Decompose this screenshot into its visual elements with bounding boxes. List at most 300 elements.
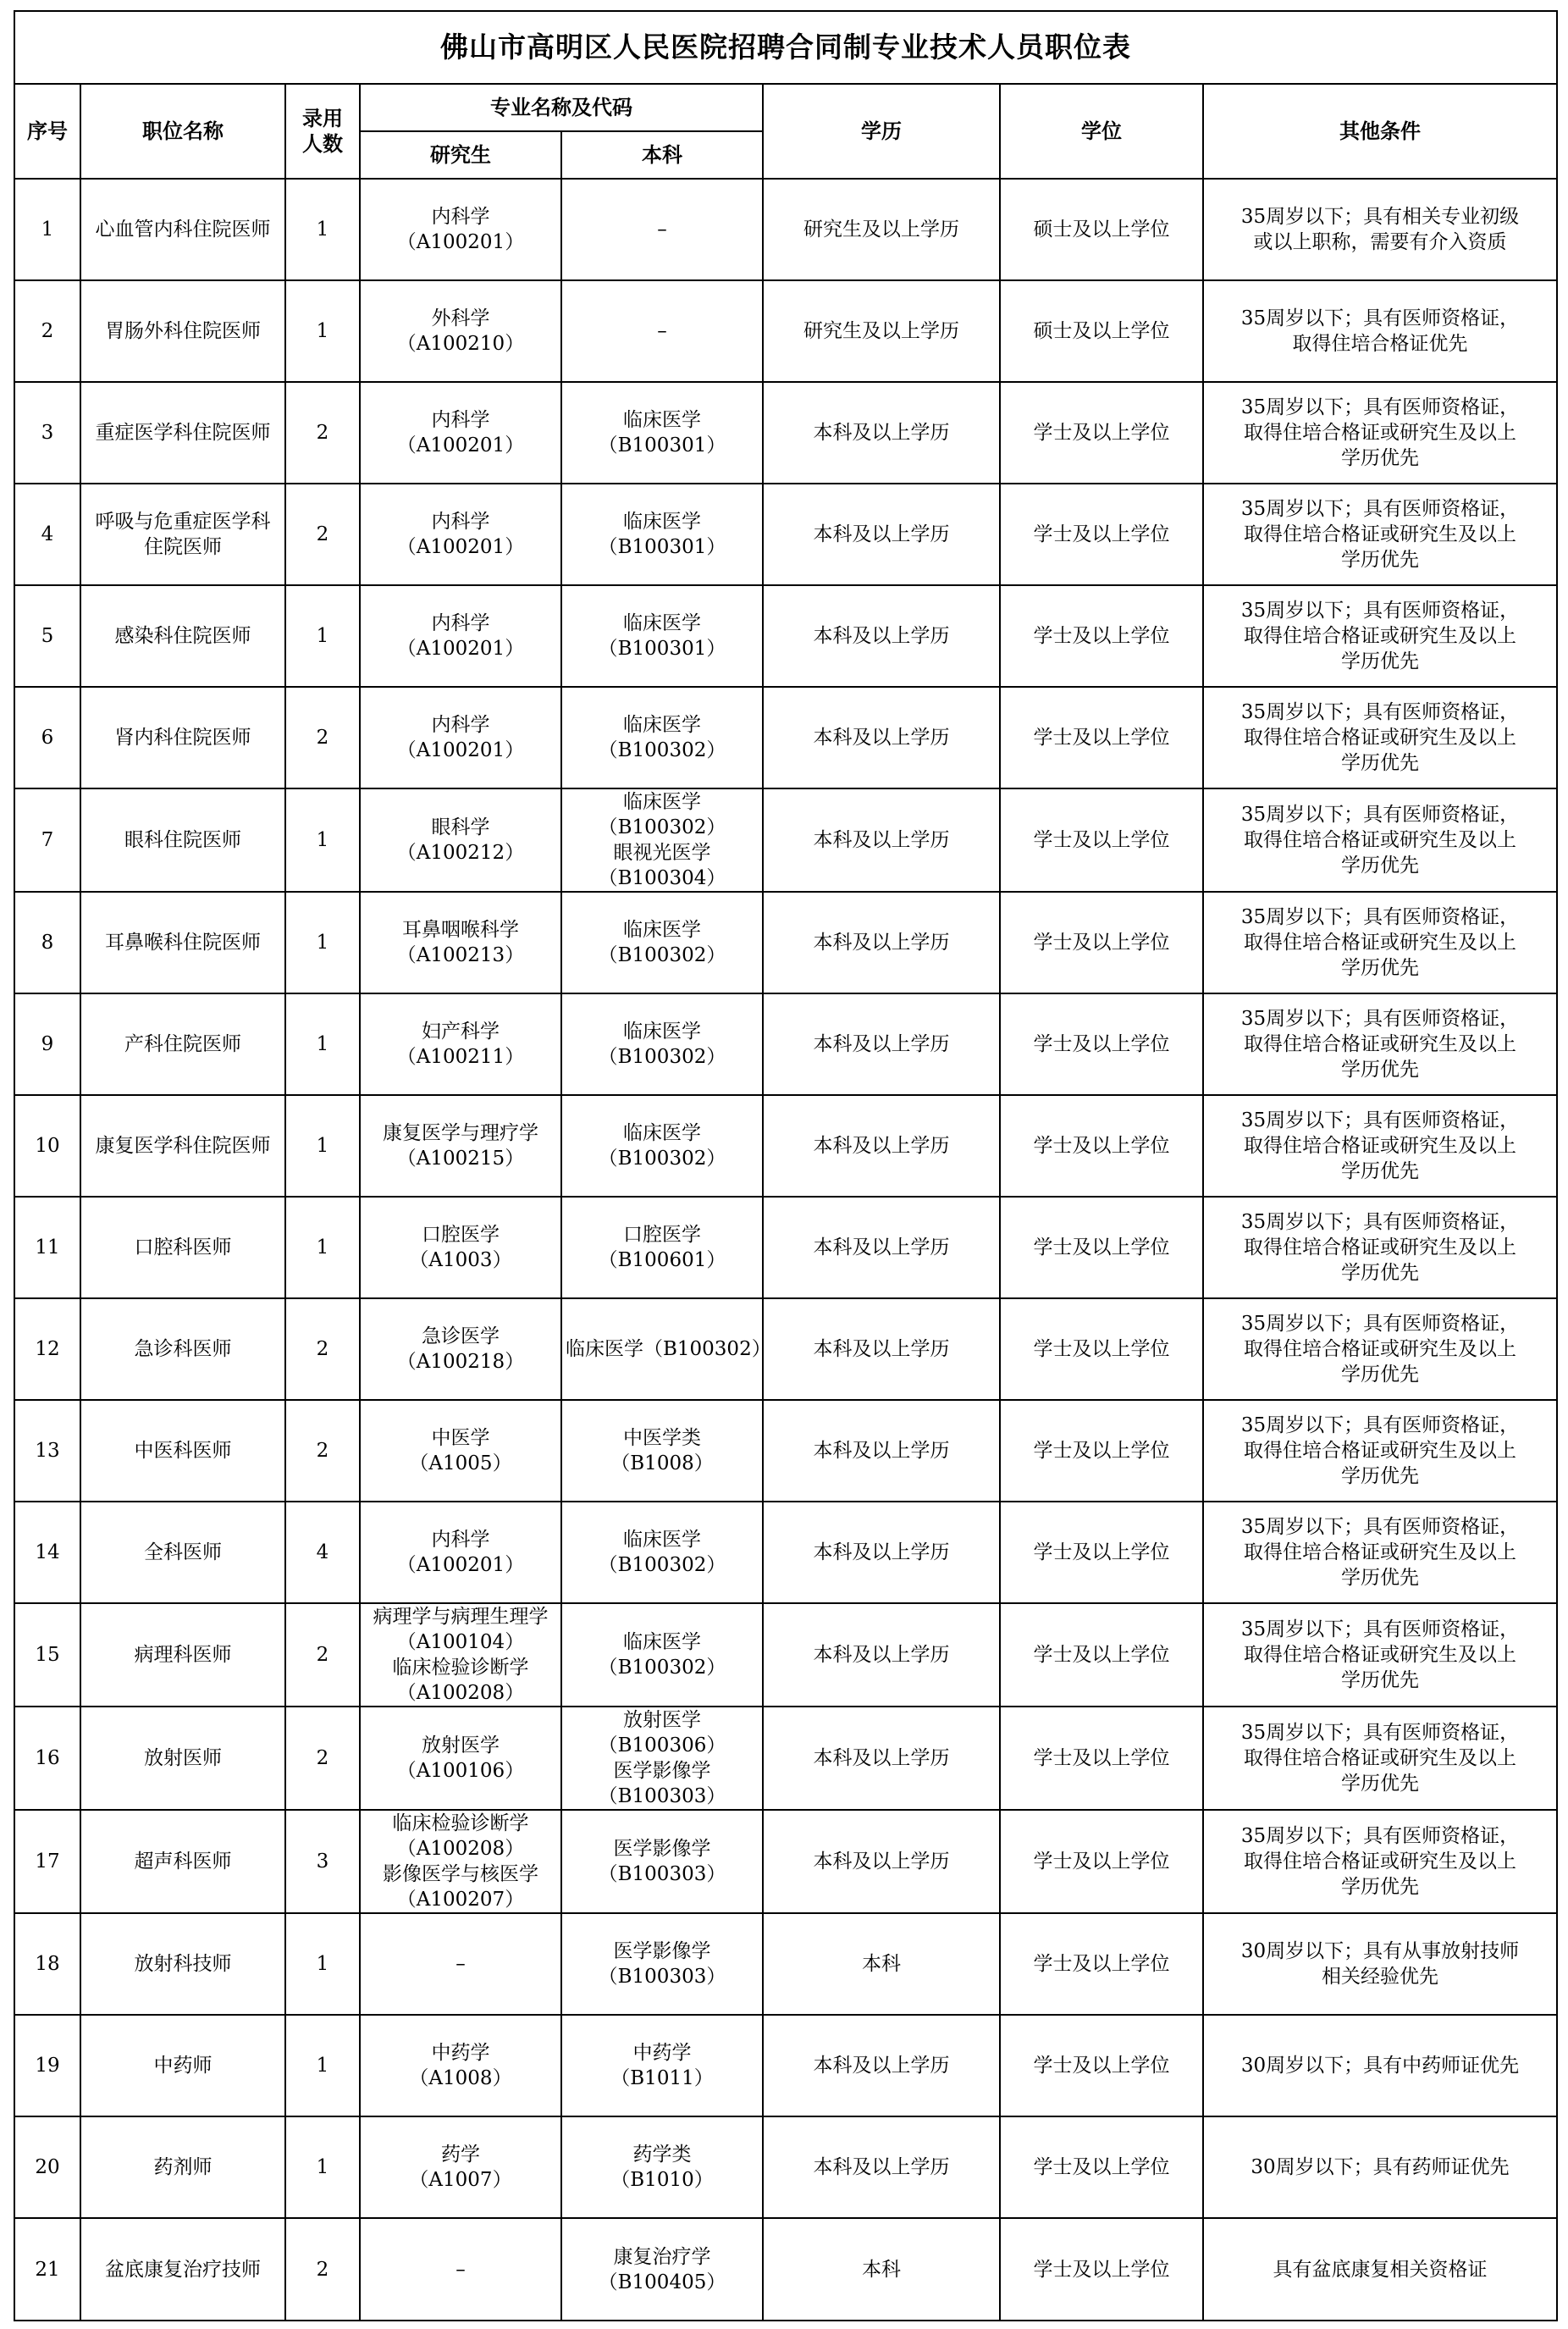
cell-degree: 学士及以上学位	[1000, 2218, 1203, 2321]
table-row	[14, 2015, 1557, 2116]
cell-degree: 学士及以上学位	[1000, 1913, 1203, 2015]
cell-other-conditions-line: 取得住培合格证或研究生及以上	[1244, 727, 1516, 749]
cell-undergrad-major-line: （B100302）	[598, 816, 726, 838]
cell-other-conditions	[1203, 1707, 1557, 1810]
cell-position	[80, 1095, 285, 1197]
cell-seq: 14	[14, 1502, 80, 1603]
cell-other-conditions-line: 学历优先	[1341, 549, 1419, 571]
cell-undergrad-major	[561, 484, 763, 585]
cell-position	[80, 2116, 285, 2218]
cell-education: 本科及以上学历	[763, 484, 1000, 585]
cell-undergrad-major-line: 中医学类	[623, 1427, 701, 1449]
cell-other-conditions	[1203, 1095, 1557, 1197]
cell-undergrad-major	[561, 1400, 763, 1502]
cell-seq: 1	[14, 179, 80, 280]
cell-degree: 学士及以上学位	[1000, 1502, 1203, 1603]
cell-position	[80, 2218, 285, 2321]
cell-postgrad-major-line: （A100201）	[396, 638, 525, 660]
cell-undergrad-major-line: 医学影像学	[613, 1838, 711, 1860]
cell-education: 本科及以上学历	[763, 1810, 1000, 1913]
cell-undergrad-major	[561, 1502, 763, 1603]
cell-undergrad-major-line: 临床医学	[623, 1631, 701, 1653]
cell-postgrad-major-line: （A1005）	[409, 1452, 512, 1474]
cell-postgrad-major	[360, 1913, 561, 2015]
cell-education: 本科及以上学历	[763, 1095, 1000, 1197]
cell-undergrad-major	[561, 892, 763, 993]
cell-count: 1	[285, 280, 360, 382]
cell-education: 本科及以上学历	[763, 993, 1000, 1095]
cell-other-conditions-line: 学历优先	[1341, 1160, 1419, 1182]
cell-other-conditions-line: 35周岁以下；具有医师资格证，	[1240, 600, 1520, 622]
cell-position-line: 全科医师	[144, 1541, 222, 1563]
cell-undergrad-major	[561, 382, 763, 484]
cell-count: 1	[285, 2116, 360, 2218]
cell-degree: 学士及以上学位	[1000, 2116, 1203, 2218]
cell-position	[80, 382, 285, 484]
cell-position-line: 放射医师	[144, 1747, 222, 1769]
cell-seq: 5	[14, 585, 80, 687]
cell-education: 本科及以上学历	[763, 2015, 1000, 2116]
cell-education: 本科及以上学历	[763, 892, 1000, 993]
cell-postgrad-major-line: 临床检验诊断学	[392, 1812, 529, 1834]
cell-postgrad-major-line: （A1007）	[409, 2169, 512, 2191]
cell-postgrad-major-line: –	[455, 1953, 466, 1975]
cell-degree: 学士及以上学位	[1000, 585, 1203, 687]
cell-seq: 13	[14, 1400, 80, 1502]
cell-other-conditions-line: 30周岁以下；具有从事放射技师	[1240, 1940, 1520, 1962]
cell-count: 1	[285, 1197, 360, 1298]
cell-postgrad-major-line: 放射医学	[422, 1734, 500, 1756]
cell-count: 2	[285, 484, 360, 585]
cell-seq: 11	[14, 1197, 80, 1298]
cell-other-conditions-line: 取得住培合格证或研究生及以上	[1244, 932, 1516, 954]
table-row	[14, 892, 1557, 993]
cell-undergrad-major-line: 临床医学（B100302）	[566, 1338, 771, 1360]
table-row	[14, 687, 1557, 788]
cell-undergrad-major-line: 临床医学	[623, 511, 701, 533]
header-major: 专业名称及代码	[360, 84, 763, 131]
cell-other-conditions-line: 学历优先	[1341, 1669, 1419, 1691]
cell-postgrad-major-line: 急诊医学	[422, 1325, 500, 1347]
cell-degree: 硕士及以上学位	[1000, 179, 1203, 280]
cell-other-conditions	[1203, 2015, 1557, 2116]
cell-other-conditions-line: 取得住培合格证或研究生及以上	[1244, 422, 1516, 444]
cell-seq: 18	[14, 1913, 80, 2015]
cell-other-conditions	[1203, 484, 1557, 585]
cell-other-conditions-line: 取得住培合格证或研究生及以上	[1244, 523, 1516, 545]
cell-postgrad-major	[360, 993, 561, 1095]
cell-undergrad-major	[561, 687, 763, 788]
page-title: 佛山市高明区人民医院招聘合同制专业技术人员职位表	[14, 11, 1557, 84]
cell-undergrad-major	[561, 1603, 763, 1707]
cell-position-line: 病理科医师	[134, 1644, 232, 1666]
cell-other-conditions	[1203, 1298, 1557, 1400]
cell-position-line: 康复医学科住院医师	[95, 1135, 271, 1157]
cell-count: 1	[285, 2015, 360, 2116]
cell-postgrad-major-line: –	[455, 2258, 466, 2281]
cell-education: 本科及以上学历	[763, 1400, 1000, 1502]
cell-position	[80, 585, 285, 687]
table-row	[14, 2218, 1557, 2321]
cell-seq: 7	[14, 788, 80, 892]
cell-education: 本科及以上学历	[763, 585, 1000, 687]
cell-other-conditions-line: 取得住培合格证或研究生及以上	[1244, 1033, 1516, 1055]
table-row	[14, 382, 1557, 484]
cell-position-line: 产科住院医师	[124, 1033, 241, 1055]
cell-position	[80, 179, 285, 280]
cell-seq: 20	[14, 2116, 80, 2218]
cell-seq: 17	[14, 1810, 80, 1913]
cell-undergrad-major-line: 临床医学	[623, 1122, 701, 1144]
cell-other-conditions-line: 取得住培合格证或研究生及以上	[1244, 1440, 1516, 1462]
cell-position	[80, 1707, 285, 1810]
cell-other-conditions-line: 35周岁以下；具有医师资格证，	[1240, 804, 1520, 826]
cell-undergrad-major-line: （B100301）	[598, 536, 726, 558]
cell-other-conditions-line: 或以上职称，需要有介入资质	[1253, 231, 1507, 253]
cell-degree: 硕士及以上学位	[1000, 280, 1203, 382]
cell-education: 本科	[763, 1913, 1000, 2015]
cell-count: 2	[285, 1400, 360, 1502]
cell-seq: 8	[14, 892, 80, 993]
cell-undergrad-major-line: 医学影像学	[613, 1760, 711, 1782]
cell-other-conditions-line: 35周岁以下；具有医师资格证，	[1240, 396, 1520, 418]
cell-postgrad-major-line: （A100201）	[396, 536, 525, 558]
cell-postgrad-major	[360, 484, 561, 585]
cell-degree: 学士及以上学位	[1000, 1603, 1203, 1707]
table-row	[14, 1810, 1557, 1913]
table-row	[14, 179, 1557, 280]
cell-postgrad-major-line: （A100208）	[396, 1838, 525, 1860]
cell-postgrad-major-line: 影像医学与核医学	[383, 1863, 538, 1885]
position-table	[14, 10, 1558, 2321]
cell-education: 研究生及以上学历	[763, 280, 1000, 382]
cell-degree: 学士及以上学位	[1000, 687, 1203, 788]
cell-other-conditions-line: 取得住培合格证或研究生及以上	[1244, 1338, 1516, 1360]
cell-position-line: 住院医师	[144, 536, 222, 558]
cell-postgrad-major-line: （A100215）	[396, 1148, 525, 1170]
cell-postgrad-major	[360, 280, 561, 382]
cell-count: 1	[285, 892, 360, 993]
cell-postgrad-major	[360, 892, 561, 993]
cell-postgrad-major-line: （A100201）	[396, 739, 525, 761]
cell-other-conditions	[1203, 1913, 1557, 2015]
cell-undergrad-major-line: 临床医学	[623, 1021, 701, 1043]
cell-seq: 16	[14, 1707, 80, 1810]
cell-undergrad-major	[561, 788, 763, 892]
cell-postgrad-major-line: 妇产科学	[422, 1021, 500, 1043]
cell-other-conditions	[1203, 2116, 1557, 2218]
cell-undergrad-major	[561, 993, 763, 1095]
cell-other-conditions-line: 学历优先	[1341, 1262, 1419, 1284]
cell-undergrad-major	[561, 1810, 763, 1913]
cell-undergrad-major-line: 中药学	[632, 2042, 692, 2064]
cell-postgrad-major	[360, 1298, 561, 1400]
cell-education: 本科及以上学历	[763, 382, 1000, 484]
cell-other-conditions-line: 学历优先	[1341, 957, 1419, 979]
cell-other-conditions	[1203, 1197, 1557, 1298]
cell-postgrad-major-line: 中医学	[431, 1427, 490, 1449]
cell-postgrad-major-line: （A100212）	[396, 842, 525, 864]
cell-postgrad-major	[360, 1810, 561, 1913]
cell-other-conditions-line: 35周岁以下；具有医师资格证，	[1240, 1414, 1520, 1436]
cell-postgrad-major-line: 病理学与病理生理学	[373, 1606, 549, 1628]
cell-postgrad-major	[360, 585, 561, 687]
cell-degree: 学士及以上学位	[1000, 1810, 1203, 1913]
header-undergrad: 本科	[561, 131, 763, 179]
cell-other-conditions-line: 35周岁以下；具有医师资格证，	[1240, 1109, 1520, 1131]
cell-postgrad-major-line: 中药学	[431, 2042, 490, 2064]
cell-count: 1	[285, 585, 360, 687]
cell-count: 1	[285, 993, 360, 1095]
table-row	[14, 2116, 1557, 2218]
cell-position-line: 急诊科医师	[134, 1338, 232, 1360]
cell-other-conditions	[1203, 382, 1557, 484]
table-header	[14, 11, 1557, 179]
cell-other-conditions	[1203, 1603, 1557, 1707]
cell-position	[80, 1810, 285, 1913]
cell-position-line: 重症医学科住院医师	[95, 422, 271, 444]
cell-other-conditions-line: 取得住培合格证或研究生及以上	[1244, 1644, 1516, 1666]
cell-count: 2	[285, 1298, 360, 1400]
cell-undergrad-major-line: 医学影像学	[613, 1940, 711, 1962]
cell-other-conditions-line: 相关经验优先	[1322, 1966, 1438, 1988]
cell-other-conditions-line: 取得住培合格证或研究生及以上	[1244, 1236, 1516, 1259]
cell-postgrad-major-line: （A100211）	[396, 1046, 525, 1068]
cell-postgrad-major	[360, 1197, 561, 1298]
cell-undergrad-major-line: 临床医学	[623, 1529, 701, 1551]
cell-postgrad-major-line: （A100218）	[396, 1351, 525, 1373]
cell-other-conditions-line: 学历优先	[1341, 1465, 1419, 1487]
cell-other-conditions-line: 学历优先	[1341, 855, 1419, 877]
cell-undergrad-major-line: （B100304）	[598, 867, 726, 889]
table-row	[14, 1095, 1557, 1197]
cell-postgrad-major-line: 外科学	[431, 307, 490, 329]
cell-other-conditions-line: 35周岁以下；具有医师资格证，	[1240, 307, 1520, 329]
cell-position-line: 耳鼻喉科住院医师	[105, 932, 261, 954]
cell-position-line: 药剂师	[153, 2156, 213, 2178]
cell-undergrad-major-line: （B100303）	[598, 1863, 726, 1885]
cell-position-line: 盆底康复治疗技师	[105, 2258, 261, 2281]
cell-seq: 6	[14, 687, 80, 788]
cell-seq: 19	[14, 2015, 80, 2116]
table-row	[14, 1913, 1557, 2015]
cell-degree: 学士及以上学位	[1000, 1298, 1203, 1400]
table-row	[14, 1400, 1557, 1502]
cell-other-conditions	[1203, 1810, 1557, 1913]
cell-seq: 12	[14, 1298, 80, 1400]
cell-undergrad-major-line: （B1008）	[610, 1452, 714, 1474]
cell-other-conditions-line: 具有盆底康复相关资格证	[1273, 2258, 1488, 2281]
cell-position-line: 超声科医师	[134, 1850, 232, 1873]
table-row	[14, 788, 1557, 892]
cell-position-line: 中医科医师	[134, 1440, 232, 1462]
cell-postgrad-major	[360, 179, 561, 280]
cell-position	[80, 1298, 285, 1400]
cell-postgrad-major-line: 临床检验诊断学	[392, 1657, 529, 1679]
cell-postgrad-major	[360, 2116, 561, 2218]
cell-postgrad-major-line: 内科学	[431, 1529, 490, 1551]
cell-postgrad-major	[360, 687, 561, 788]
cell-degree: 学士及以上学位	[1000, 484, 1203, 585]
cell-position	[80, 280, 285, 382]
cell-other-conditions	[1203, 993, 1557, 1095]
cell-other-conditions-line: 取得住培合格证或研究生及以上	[1244, 1541, 1516, 1563]
cell-education: 本科及以上学历	[763, 1298, 1000, 1400]
position-table-sheet	[14, 10, 1556, 2321]
cell-postgrad-major	[360, 1095, 561, 1197]
cell-undergrad-major-line: –	[657, 219, 667, 241]
header-degree: 学位	[1000, 84, 1203, 179]
cell-count: 3	[285, 1810, 360, 1913]
cell-postgrad-major-line: （A100106）	[396, 1760, 525, 1782]
cell-undergrad-major-line: 眼视光医学	[613, 842, 711, 864]
cell-undergrad-major-line: 口腔医学	[623, 1224, 701, 1246]
cell-postgrad-major-line: （A100208）	[396, 1682, 525, 1704]
cell-undergrad-major-line: （B100301）	[598, 434, 726, 456]
cell-count: 4	[285, 1502, 360, 1603]
cell-undergrad-major	[561, 1913, 763, 2015]
cell-undergrad-major-line: （B100302）	[598, 1148, 726, 1170]
cell-other-conditions	[1203, 687, 1557, 788]
cell-undergrad-major-line: 临床医学	[623, 714, 701, 736]
cell-other-conditions-line: 学历优先	[1341, 1773, 1419, 1795]
cell-other-conditions-line: 35周岁以下；具有医师资格证，	[1240, 906, 1520, 928]
cell-other-conditions	[1203, 2218, 1557, 2321]
cell-undergrad-major-line: 药学类	[632, 2144, 692, 2166]
header-count-line1: 录用	[302, 106, 343, 130]
cell-undergrad-major-line: （B100302）	[598, 1554, 726, 1576]
cell-postgrad-major-line: （A100213）	[396, 944, 525, 966]
cell-position	[80, 1913, 285, 2015]
cell-degree: 学士及以上学位	[1000, 1707, 1203, 1810]
cell-postgrad-major-line: 内科学	[431, 511, 490, 533]
cell-position-line: 心血管内科住院医师	[95, 219, 271, 241]
cell-undergrad-major-line: 放射医学	[623, 1709, 701, 1731]
cell-count: 1	[285, 788, 360, 892]
cell-undergrad-major-line: （B100302）	[598, 1657, 726, 1679]
cell-count: 2	[285, 382, 360, 484]
cell-postgrad-major-line: 康复医学与理疗学	[383, 1122, 538, 1144]
cell-seq: 3	[14, 382, 80, 484]
table-row	[14, 1197, 1557, 1298]
cell-position-line: 口腔科医师	[134, 1236, 232, 1259]
cell-postgrad-major-line: （A100201）	[396, 231, 525, 253]
header-other: 其他条件	[1203, 84, 1557, 179]
cell-position	[80, 892, 285, 993]
cell-undergrad-major-line: （B100306）	[598, 1734, 726, 1756]
cell-other-conditions-line: 学历优先	[1341, 650, 1419, 672]
cell-postgrad-major-line: （A100210）	[396, 333, 525, 355]
cell-seq: 15	[14, 1603, 80, 1707]
cell-other-conditions-line: 35周岁以下；具有相关专业初级	[1240, 206, 1520, 228]
cell-other-conditions	[1203, 280, 1557, 382]
cell-other-conditions-line: 取得住培合格证或研究生及以上	[1244, 1747, 1516, 1769]
header-count-line2: 人数	[302, 131, 343, 156]
table-row	[14, 585, 1557, 687]
cell-postgrad-major-line: （A1003）	[409, 1249, 512, 1271]
cell-degree: 学士及以上学位	[1000, 892, 1203, 993]
cell-postgrad-major-line: （A100201）	[396, 1554, 525, 1576]
cell-other-conditions-line: 35周岁以下；具有医师资格证，	[1240, 701, 1520, 723]
cell-education: 本科及以上学历	[763, 788, 1000, 892]
cell-other-conditions-line: 30周岁以下；具有药师证优先	[1251, 2156, 1510, 2178]
cell-undergrad-major-line: （B100303）	[598, 1785, 726, 1807]
cell-undergrad-major-line: 临床医学	[623, 791, 701, 813]
cell-postgrad-major-line: 口腔医学	[422, 1224, 500, 1246]
cell-postgrad-major-line: 内科学	[431, 409, 490, 431]
cell-undergrad-major-line: （B100302）	[598, 739, 726, 761]
cell-count: 1	[285, 179, 360, 280]
cell-undergrad-major	[561, 280, 763, 382]
cell-undergrad-major	[561, 2015, 763, 2116]
cell-seq: 21	[14, 2218, 80, 2321]
cell-postgrad-major-line: 内科学	[431, 206, 490, 228]
cell-postgrad-major	[360, 2015, 561, 2116]
cell-other-conditions-line: 取得住培合格证或研究生及以上	[1244, 829, 1516, 851]
header-count	[285, 84, 360, 179]
cell-other-conditions	[1203, 1502, 1557, 1603]
cell-postgrad-major-line: （A100104）	[396, 1631, 525, 1653]
cell-undergrad-major-line: （B100601）	[598, 1249, 726, 1271]
cell-other-conditions-line: 35周岁以下；具有医师资格证，	[1240, 1211, 1520, 1233]
cell-postgrad-major	[360, 788, 561, 892]
cell-degree: 学士及以上学位	[1000, 1197, 1203, 1298]
cell-postgrad-major	[360, 382, 561, 484]
cell-position-line: 肾内科住院医师	[114, 727, 251, 749]
cell-undergrad-major-line: –	[657, 320, 667, 342]
cell-education: 本科及以上学历	[763, 687, 1000, 788]
cell-postgrad-major	[360, 1400, 561, 1502]
cell-position	[80, 2015, 285, 2116]
cell-other-conditions-line: 35周岁以下；具有医师资格证，	[1240, 1313, 1520, 1335]
cell-undergrad-major-line: 临床医学	[623, 612, 701, 634]
cell-undergrad-major-line: 临床医学	[623, 409, 701, 431]
table-row	[14, 1502, 1557, 1603]
cell-count: 2	[285, 1603, 360, 1707]
cell-position	[80, 484, 285, 585]
cell-other-conditions	[1203, 585, 1557, 687]
cell-position	[80, 1502, 285, 1603]
cell-degree: 学士及以上学位	[1000, 1095, 1203, 1197]
cell-count: 1	[285, 1913, 360, 2015]
cell-other-conditions-line: 30周岁以下；具有中药师证优先	[1240, 2055, 1520, 2077]
cell-other-conditions-line: 学历优先	[1341, 1876, 1419, 1898]
cell-postgrad-major	[360, 1707, 561, 1810]
cell-postgrad-major-line: 内科学	[431, 612, 490, 634]
cell-position	[80, 993, 285, 1095]
cell-position-line: 感染科住院医师	[114, 625, 251, 647]
cell-education: 本科及以上学历	[763, 2116, 1000, 2218]
cell-seq: 10	[14, 1095, 80, 1197]
cell-undergrad-major-line: （B100302）	[598, 944, 726, 966]
cell-other-conditions-line: 学历优先	[1341, 1059, 1419, 1081]
cell-undergrad-major-line: 康复治疗学	[613, 2245, 711, 2268]
cell-seq: 2	[14, 280, 80, 382]
cell-other-conditions-line: 35周岁以下；具有医师资格证，	[1240, 1825, 1520, 1847]
table-row	[14, 280, 1557, 382]
header-education: 学历	[763, 84, 1000, 179]
cell-postgrad-major-line: 内科学	[431, 714, 490, 736]
cell-postgrad-major-line: （A100207）	[396, 1889, 525, 1911]
cell-other-conditions-line: 取得住培合格证或研究生及以上	[1244, 625, 1516, 647]
cell-degree: 学士及以上学位	[1000, 382, 1203, 484]
cell-education: 研究生及以上学历	[763, 179, 1000, 280]
cell-undergrad-major-line: （B1010）	[610, 2169, 714, 2191]
cell-undergrad-major-line: （B100405）	[598, 2271, 726, 2293]
table-row	[14, 1298, 1557, 1400]
cell-degree: 学士及以上学位	[1000, 993, 1203, 1095]
cell-undergrad-major	[561, 2218, 763, 2321]
